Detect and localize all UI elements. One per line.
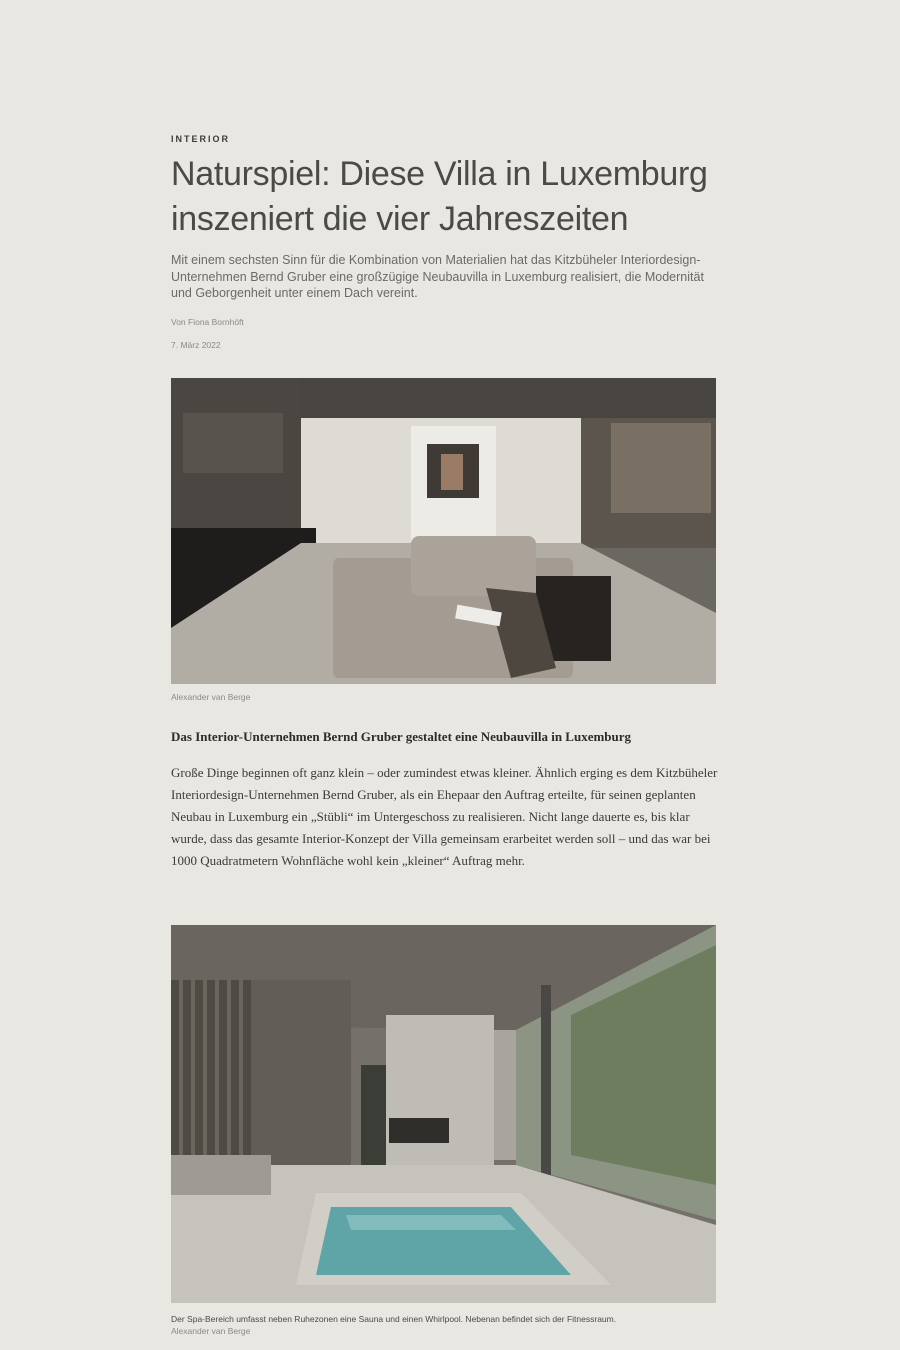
photo-caption: Der Spa-Bereich umfasst neben Ruhezonen eine Sauna und einen Whirlpool. Nebenan befindet sich der Fitnessraum.: [171, 1314, 617, 1324]
publish-date: 7. März 2022: [171, 340, 221, 350]
spa-image: [171, 925, 716, 1303]
spa-photo[interactable]: [171, 925, 716, 1303]
photo-credit: Alexander van Berge: [171, 692, 251, 702]
author-byline[interactable]: Von Fiona Bornhöft: [171, 317, 244, 327]
category-label[interactable]: INTERIOR: [171, 134, 231, 144]
section-subheading: Das Interior-Unternehmen Bernd Gruber gestaltet eine Neubauvilla in Luxemburg: [171, 729, 632, 744]
living-room-photo[interactable]: [171, 378, 716, 684]
body-paragraph: Große Dinge beginnen oft ganz klein – oder zumindest etwas kleiner. Ähnlich erging es dem Kitzbüheler Interiordesign-Unternehmen Bernd Gruber, als ein Ehepaar den Auftrag erteilte, für seinen geplanten Neubau in Luxemburg ein „Stübli“ im Untergeschoss zu realisieren. Nicht lange dauerte es, bis klar wurde, dass das gesamte Interior-Konzept der Villa gemeinsam erarbeitet werden soll – und das war bei 1000 Quadratmetern Wohnfläche wohl kein „kleiner“ Auftrag mehr.: [171, 765, 718, 868]
article-title: Naturspiel: Diese Villa in Luxemburg inszeniert die vier Jahreszeiten: [171, 155, 708, 238]
article-teaser: Mit einem sechsten Sinn für die Kombination von Materialien hat das Kitzbüheler Interiordesign-Unternehmen Bernd Gruber eine großzügige Neubauvilla in Luxemburg realisiert, die Modernität und Geborgenheit unter einem Dach vereint.: [171, 253, 704, 300]
photo-credit: Alexander van Berge: [171, 1326, 251, 1336]
living-room-image: [171, 378, 716, 684]
